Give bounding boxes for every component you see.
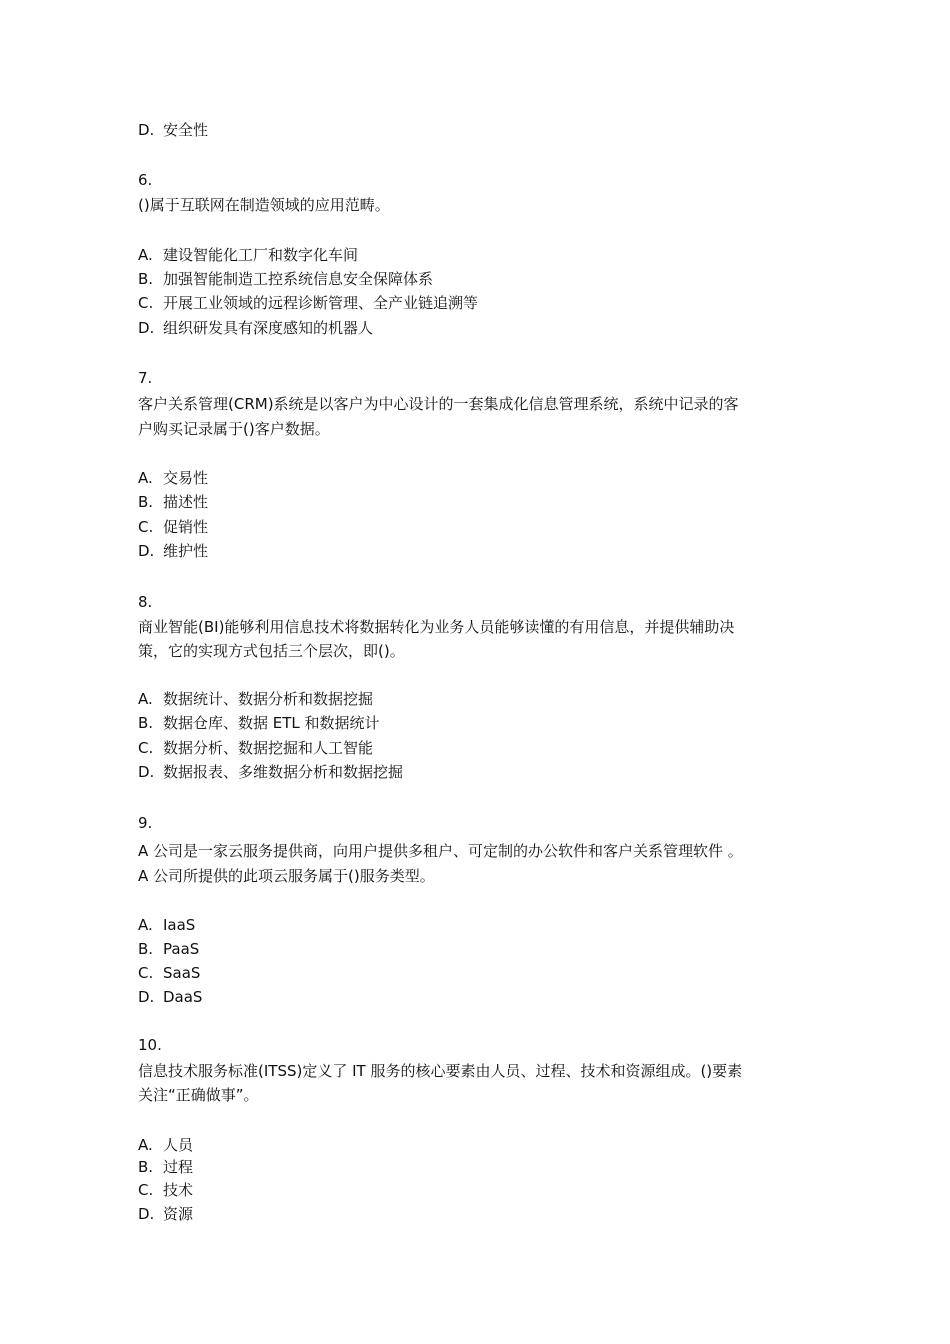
option-line	[138, 468, 208, 488]
question-number: 6.	[138, 171, 153, 189]
option-line	[138, 939, 199, 959]
option-line	[138, 293, 478, 313]
option-line	[138, 713, 380, 733]
question-stem: 户购买记录属于()客户数据。	[138, 420, 330, 438]
option-letter: D.	[138, 1205, 155, 1223]
option-text: 描述性	[163, 493, 209, 511]
option-letter: D.	[138, 763, 155, 781]
option-line	[138, 1135, 193, 1155]
option-letter: D.	[138, 988, 155, 1006]
option-text: 开展工业领域的远程诊断管理、全产业链追溯等	[163, 294, 479, 312]
option-letter: A.	[138, 690, 153, 708]
option-letter: D.	[138, 542, 155, 560]
option-text: 加强智能制造工控系统信息安全保障体系	[163, 270, 434, 288]
question-number: 10.	[138, 1036, 162, 1054]
option-text: 资源	[163, 1205, 194, 1223]
option-line	[138, 963, 200, 983]
option-line	[138, 245, 358, 265]
option-line	[138, 689, 373, 709]
option-text: PaaS	[163, 940, 200, 958]
question-stem: ()属于互联网在制造领域的应用范畴。	[138, 196, 390, 214]
option-text: 维护性	[163, 542, 209, 560]
option-text: 组织研发具有深度感知的机器人	[163, 319, 374, 337]
option-text: 数据分析、数据挖掘和人工智能	[163, 739, 374, 757]
option-line	[138, 269, 433, 289]
option-line	[138, 1204, 193, 1224]
option-text: 人员	[163, 1136, 194, 1154]
option-line	[138, 492, 208, 512]
option-line	[138, 1157, 193, 1177]
option-letter: C.	[138, 739, 154, 757]
option-letter: C.	[138, 1181, 154, 1199]
option-text: 技术	[163, 1181, 194, 1199]
question-stem: A 公司是一家云服务提供商，向用户提供多租户、可定制的办公软件和客户关系管理软件 。	[138, 842, 743, 860]
option-letter: D.	[138, 319, 155, 337]
option-letter: B.	[138, 270, 154, 288]
question-stem: 信息技术服务标准(ITSS)定义了 IT 服务的核心要素由人员、过程、技术和资源组成。()要素	[138, 1062, 743, 1080]
option-letter: A.	[138, 916, 153, 934]
question-stem: A 公司所提供的此项云服务属于()服务类型。	[138, 867, 435, 885]
option-line	[138, 915, 195, 935]
option-text: 数据统计、数据分析和数据挖掘	[163, 690, 374, 708]
question-number: 9.	[138, 814, 153, 832]
option-line	[138, 541, 208, 561]
option-text: DaaS	[163, 988, 203, 1006]
option-line	[138, 517, 208, 537]
option-letter: B.	[138, 940, 154, 958]
option-text: 建设智能化工厂和数字化车间	[163, 246, 359, 264]
option-letter: C.	[138, 518, 154, 536]
option-letter: A.	[138, 1136, 153, 1154]
option-letter: C.	[138, 294, 154, 312]
option-letter: C.	[138, 964, 154, 982]
option-line	[138, 738, 373, 758]
option-text: 过程	[163, 1158, 194, 1176]
question-number: 7.	[138, 369, 153, 387]
option-text: 交易性	[163, 469, 209, 487]
option-letter: D.	[138, 121, 155, 139]
option-line	[138, 120, 208, 140]
option-letter: B.	[138, 714, 154, 732]
option-text: 促销性	[163, 518, 209, 536]
question-number: 8.	[138, 593, 153, 611]
option-text: IaaS	[163, 916, 196, 934]
option-letter: A.	[138, 469, 153, 487]
option-line	[138, 318, 373, 338]
question-stem: 客户关系管理(CRM)系统是以客户为中心设计的一套集成化信息管理系统，系统中记录的客	[138, 395, 739, 413]
option-letter: B.	[138, 1158, 154, 1176]
option-line	[138, 987, 202, 1007]
question-stem: 商业智能(BI)能够利用信息技术将数据转化为业务人员能够读懂的有用信息，并提供辅助决	[138, 618, 735, 636]
option-text: 数据报表、多维数据分析和数据挖掘	[163, 763, 404, 781]
question-stem: 策，它的实现方式包括三个层次，即()。	[138, 642, 405, 660]
option-line	[138, 1180, 193, 1200]
option-text: SaaS	[163, 964, 201, 982]
option-line	[138, 762, 403, 782]
option-letter: A.	[138, 246, 153, 264]
question-stem: 关注“正确做事”。	[138, 1086, 259, 1104]
option-letter: B.	[138, 493, 154, 511]
option-text: 安全性	[163, 121, 209, 139]
option-text: 数据仓库、数据 ETL 和数据统计	[163, 714, 380, 732]
